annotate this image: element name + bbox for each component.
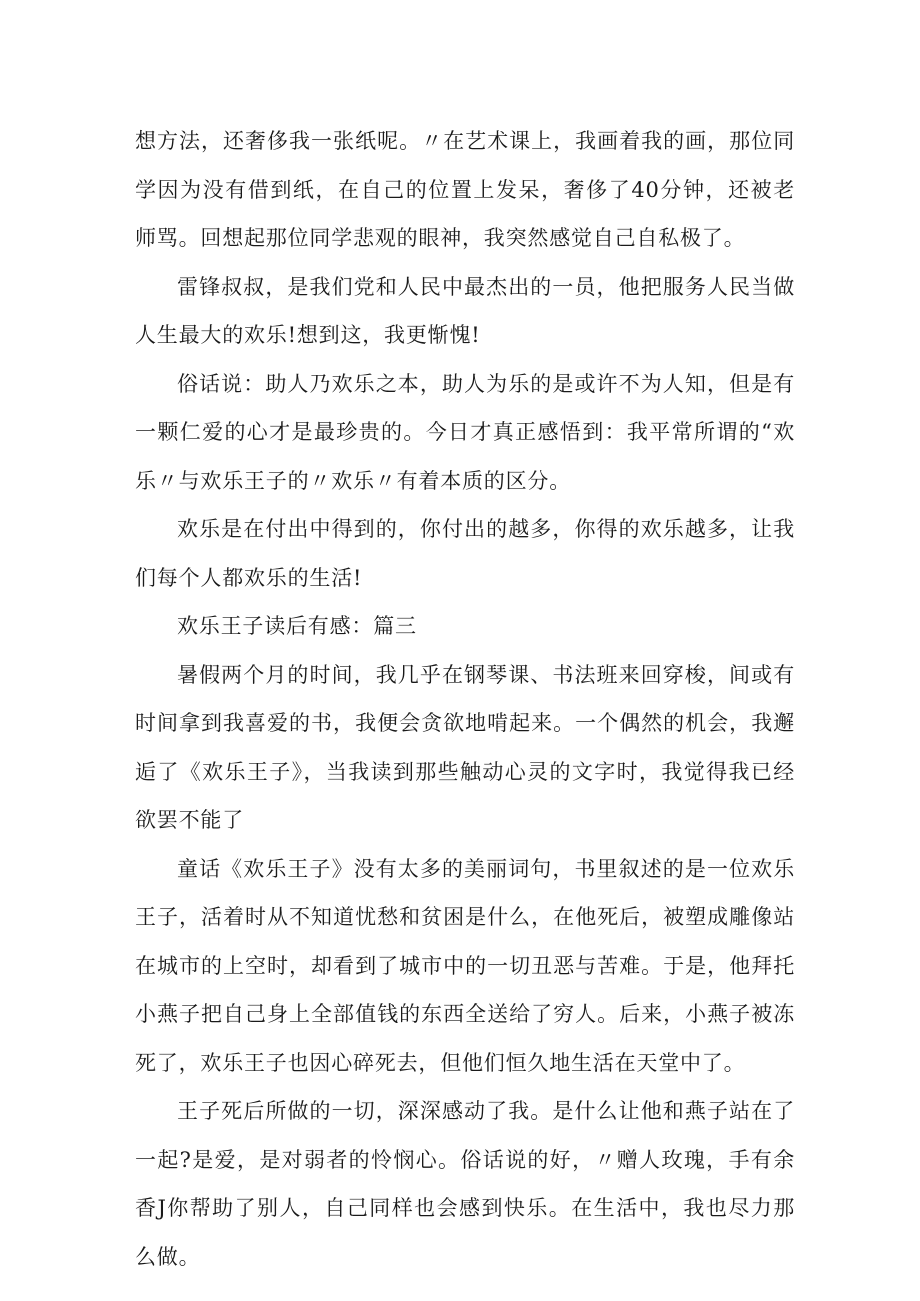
- paragraph-3: 俗话说：助人乃欢乐之本，助人为乐的是或许不为人知，但是有一颗仁爱的心才是最珍贵的。今日才真正感悟到：我平常所谓的“欢乐〃与欢乐王子的〃欢乐〃有着本质的区分。: [135, 371, 795, 493]
- paragraph-6: 童话《欢乐王子》没有太多的美丽词句，书里叙述的是一位欢乐王子，活着时从不知道忧愁和贫困是什么，在他死后，被塑成雕像站在城市的上空时，却看到了城市中的一切丑恶与苦难。于是，他拜托小燕子把自己身上全部值钱的东西全送给了穷人。后来，小燕子被冻死了，欢乐王子也因心碎死去，但他们恒久地生活在天堂中了。: [135, 856, 795, 1075]
- paragraph-7: 王子死后所做的一切，深深感动了我。是什么让他和燕子站在了一起?是爱，是对弱者的怜悯心。俗话说的好，〃赠人玫瑰，手有余香J你帮助了别人，自己同样也会感到快乐。在生活中，我也尽力那么做。: [135, 1099, 795, 1269]
- paragraph-5: 暑假两个月的时间，我几乎在钢琴课、书法班来回穿梭，间或有时间拿到我喜爱的书，我便会贪欲地啃起来。一个偶然的机会，我邂逅了《欢乐王子》，当我读到那些触动心灵的文字时，我觉得我已经欲罢不能了: [135, 662, 795, 832]
- paragraph-1: 想方法，还奢侈我一张纸呢。〃在艺术课上，我画着我的画，那位同学因为没有借到纸，在自己的位置上发呆，奢侈了40分钟，还被老师骂。回想起那位同学悲观的眼神，我突然感觉自己自私极了。: [135, 129, 795, 250]
- document-body: [135, 117, 795, 1281]
- paragraph-2: 雷锋叔叔，是我们党和人民中最杰出的一员，他把服务人民当做人生最大的欢乐!想到这，我更惭愧!: [135, 274, 795, 347]
- paragraph-4: 欢乐是在付出中得到的，你付出的越多，你得的欢乐越多，让我们每个人都欢乐的生活!: [135, 517, 795, 590]
- section-heading: 欢乐王子读后有感：篇三: [177, 614, 417, 638]
